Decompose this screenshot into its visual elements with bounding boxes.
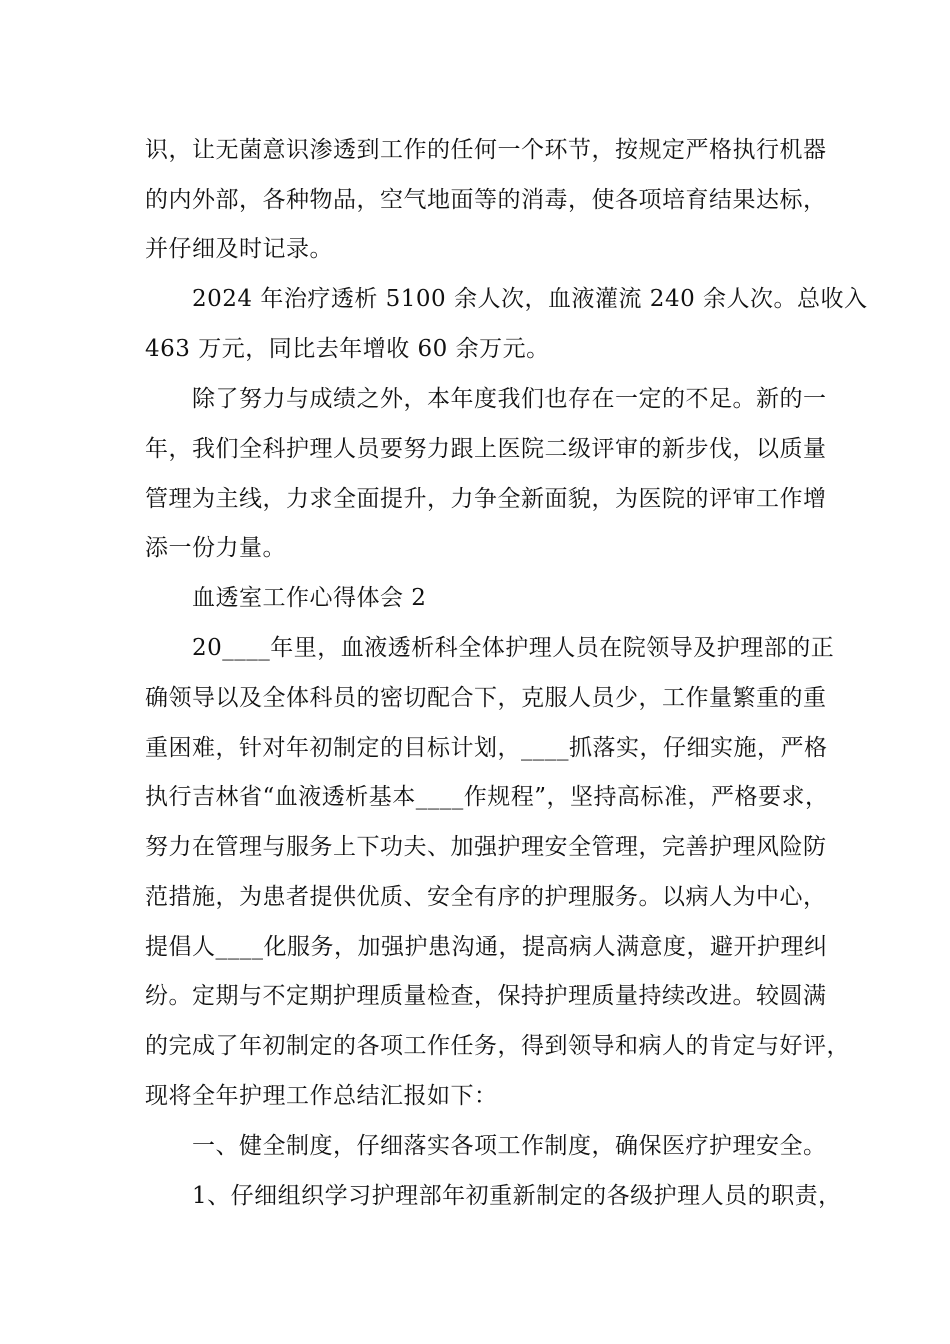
- text-line: 提倡人____化服务，加强护患沟通，提高病人满意度，避开护理纠: [145, 934, 828, 960]
- text-line: 范措施，为患者提供优质、安全有序的护理服务。以病人为中心，: [145, 884, 827, 910]
- text-line: 2024 年治疗透析 5100 余人次，血液灌流 240 余人次。总收入: [192, 286, 868, 312]
- text-line: 并仔细及时记录。: [145, 236, 333, 262]
- text-line: 重困难，针对年初制定的目标计划，____抓落实，仔细实施，严格: [145, 735, 828, 761]
- text-line: 管理为主线，力求全面提升，力争全新面貌，为医院的评审工作增: [145, 486, 827, 512]
- text-line: 的完成了年初制定的各项工作任务，得到领导和病人的肯定与好评，: [145, 1033, 850, 1059]
- text-line: 纷。定期与不定期护理质量检查，保持护理质量持续改进。较圆满: [145, 983, 827, 1009]
- subheading: 一、健全制度，仔细落实各项工作制度，确保医疗护理安全。: [192, 1133, 827, 1159]
- text-line: 20____年里，血液透析科全体护理人员在院领导及护理部的正: [192, 635, 835, 661]
- text-line: 1、仔细组织学习护理部年初重新制定的各级护理人员的职责，: [192, 1183, 842, 1209]
- text-line: 463 万元，同比去年增收 60 余万元。: [145, 336, 550, 362]
- text-line: 除了努力与成绩之外，本年度我们也存在一定的不足。新的一: [192, 386, 827, 412]
- text-line: 年，我们全科护理人员要努力跟上医院二级评审的新步伐，以质量: [145, 436, 827, 462]
- section-heading: 血透室工作心得体会 2: [192, 585, 427, 611]
- text-line: 现将全年护理工作总结汇报如下：: [145, 1083, 498, 1109]
- text-line: 确领导以及全体科员的密切配合下，克服人员少，工作量繁重的重: [145, 685, 827, 711]
- text-line: 的内外部，各种物品，空气地面等的消毒，使各项培育结果达标，: [145, 187, 827, 213]
- text-line: 识，让无菌意识渗透到工作的任何一个环节，按规定严格执行机器: [145, 137, 827, 163]
- text-line: 努力在管理与服务上下功夫、加强护理安全管理，完善护理风险防: [145, 834, 827, 860]
- text-line: 执行吉林省“血液透析基本____作规程”，坚持高标准，严格要求，: [145, 784, 829, 810]
- text-line: 添一份力量。: [145, 535, 286, 561]
